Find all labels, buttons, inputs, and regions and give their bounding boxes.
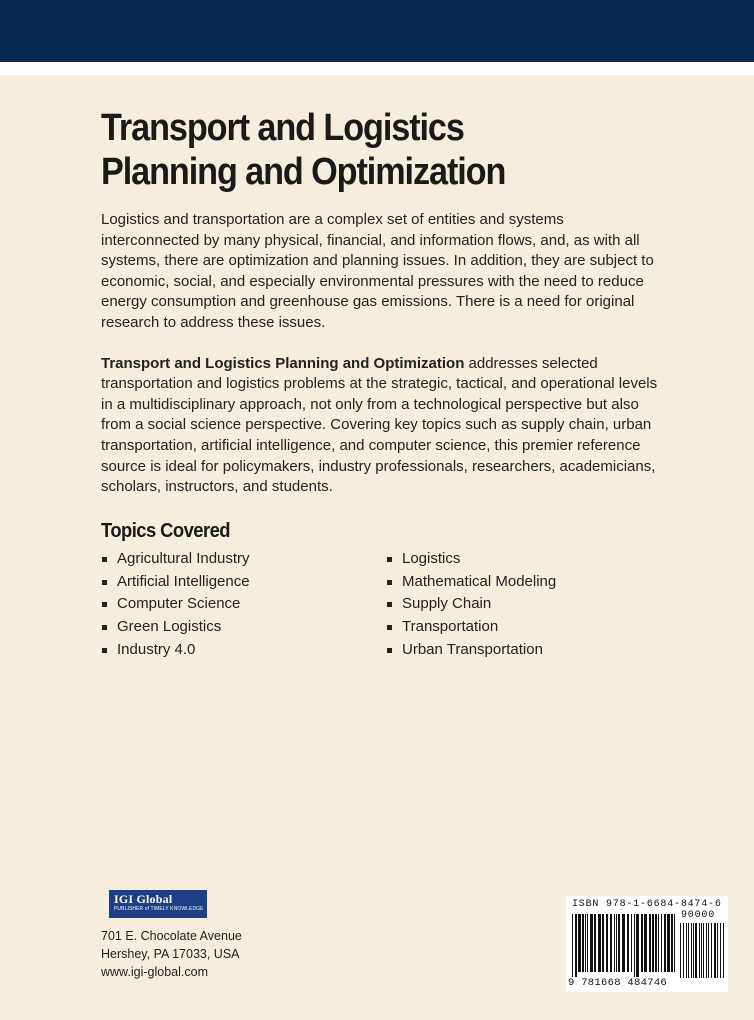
- barcode-bar: [627, 914, 629, 972]
- topics-heading: Topics Covered: [101, 519, 230, 542]
- barcode-bar: [661, 914, 662, 972]
- description-paragraph-2-text: addresses selected transportation and logistics problems at the strategic, tactical, and operational levels in a multidisciplinary approach, not only from a technological perspective but also from a social science perspective. Covering key topics such as supply chain, urban transportation, artificial intelligence, and computer science, this premier reference source is ideal for policymakers, industry professionals, researchers, academicians, scholars, instructors, and students.: [101, 354, 658, 496]
- barcode-bar: [634, 914, 635, 977]
- book-title-line-2: Planning and Optimization: [101, 151, 506, 193]
- barcode-bar: [711, 923, 712, 978]
- publisher-address: [101, 927, 321, 981]
- barcode-bar: [585, 914, 586, 972]
- topic-item: Computer Science: [101, 593, 250, 616]
- barcode-bar: [652, 914, 654, 972]
- barcode-bar: [578, 914, 581, 972]
- publisher-block: [101, 890, 321, 981]
- barcode-bar: [680, 923, 681, 978]
- topic-item: Transportation: [386, 616, 556, 639]
- main-content: [101, 106, 661, 543]
- barcode-bar: [655, 914, 657, 972]
- barcode-bar: [622, 914, 625, 972]
- barcode-bar: [614, 914, 615, 972]
- barcode-bar: [691, 923, 692, 978]
- book-title: [101, 106, 659, 194]
- barcode-bar: [708, 923, 709, 978]
- publisher-logo: [109, 890, 207, 918]
- ean-barcode-bars: [572, 914, 676, 978]
- barcode-bar: [671, 914, 673, 972]
- barcode-bar: [590, 914, 593, 972]
- barcode-bar: [693, 923, 694, 978]
- topic-item: Agricultural Industry: [101, 548, 250, 571]
- barcode-bar: [575, 914, 577, 977]
- barcode-bar: [594, 914, 596, 972]
- topic-item: Urban Transportation: [386, 639, 556, 662]
- barcode-bar: [618, 914, 620, 972]
- barcode-bar: [701, 923, 702, 978]
- barcode-bar: [714, 923, 716, 978]
- publisher-logo-name: IGI Global: [114, 892, 173, 906]
- isbn-number: ISBN 978-1-6684-8474-6: [572, 899, 722, 910]
- top-white-strip: [0, 62, 754, 75]
- topic-item: Mathematical Modeling: [386, 571, 556, 594]
- topics-left-column: [101, 548, 250, 662]
- barcode-bar: [703, 923, 704, 978]
- barcode-bar: [658, 914, 659, 972]
- ean-digits: 9 781668 484746: [568, 977, 668, 989]
- barcode-bar: [636, 914, 639, 977]
- barcode-bar: [572, 914, 573, 977]
- barcode-bar: [598, 914, 601, 972]
- barcode-bar: [606, 914, 608, 972]
- topic-item: Logistics: [386, 548, 556, 571]
- barcode-bar: [616, 914, 617, 972]
- barcode-bar: [641, 914, 643, 972]
- description-title-bold: Transport and Logistics Planning and Optimization: [101, 354, 465, 372]
- barcode-bar: [587, 914, 588, 972]
- barcode-bar: [695, 923, 697, 978]
- barcode-bar: [644, 914, 647, 972]
- barcode-bar: [723, 923, 724, 978]
- barcode-bar: [582, 914, 584, 972]
- barcode-bar: [649, 914, 651, 972]
- barcode-bar: [667, 914, 670, 972]
- barcode-bar: [699, 923, 700, 978]
- barcode-bar: [720, 923, 721, 978]
- barcode-bar: [688, 923, 689, 978]
- barcode-bar: [686, 923, 687, 978]
- barcode-bar: [610, 914, 612, 972]
- publisher-logo-tagline: PUBLISHER of TIMELY KNOWLEDGE: [114, 906, 204, 912]
- addon-barcode-bars: [680, 923, 726, 978]
- publisher-website-link[interactable]: www.igi-global.com: [101, 965, 208, 979]
- barcode-bar: [683, 923, 684, 978]
- description-paragraph-1: Logistics and transportation are a complex set of entities and systems interconnected by many physical, financial, and information flows, and, as with all systems, there are optimization and planning issues. In addition, they are subject to economic, social, and especially environmental pressures with the need to reduce energy consumption and greenhouse gas emissions. There is a need for original research to address these issues.: [101, 211, 654, 331]
- barcode-bar: [674, 914, 675, 972]
- address-line-1: 701 E. Chocolate Avenue: [101, 929, 242, 943]
- topics-list: [101, 548, 661, 668]
- barcode-bar: [631, 914, 632, 972]
- barcode-bar: [664, 914, 666, 972]
- topic-item: Artificial Intelligence: [101, 571, 250, 594]
- topics-right-column: [386, 548, 556, 662]
- barcode-bar: [602, 914, 604, 972]
- topic-item: Green Logistics: [101, 616, 250, 639]
- topic-item: Industry 4.0: [101, 639, 250, 662]
- address-line-2: Hershey, PA 17033, USA: [101, 947, 240, 961]
- barcode-bar: [706, 923, 707, 978]
- top-color-band: [0, 0, 754, 62]
- description-paragraph-2: [101, 354, 661, 498]
- isbn-barcode: [566, 896, 728, 992]
- price-code: 90000: [681, 910, 716, 921]
- barcode-bar: [717, 923, 718, 978]
- topic-item: Supply Chain: [386, 593, 556, 616]
- book-title-line-1: Transport and Logistics: [101, 107, 464, 149]
